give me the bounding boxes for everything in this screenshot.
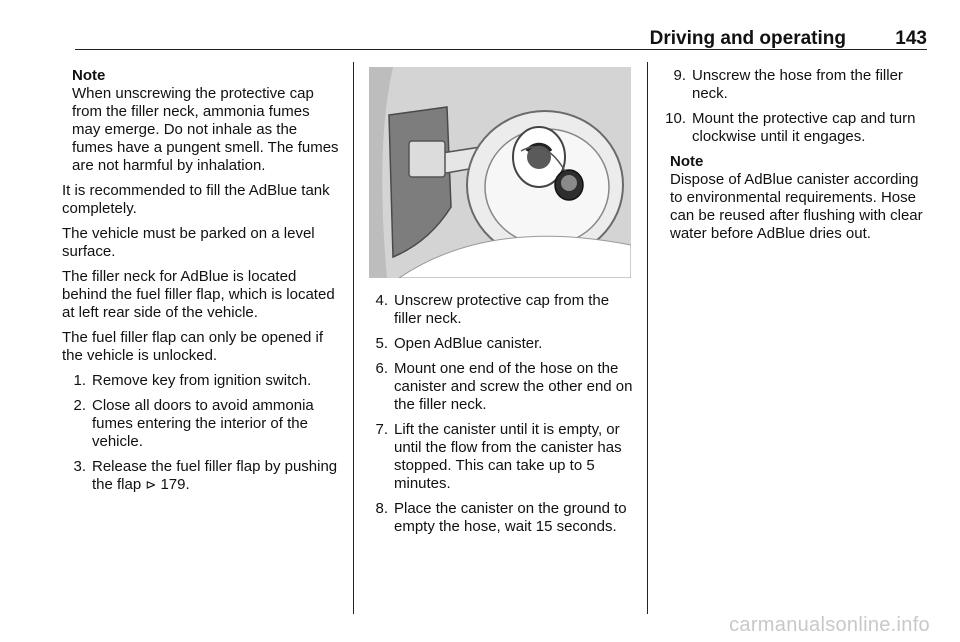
cross-reference-arrow-icon: ⊳ [145, 477, 157, 492]
step-item [368, 335, 634, 353]
step-text: Mount the protective cap and turn clockwise until it engages. [692, 110, 916, 145]
column-divider-right [647, 62, 648, 614]
page-reference-link[interactable]: 179. [160, 476, 190, 493]
watermark: carmanualsonline.info [729, 614, 930, 636]
step-item [368, 421, 634, 493]
step-number: 9. [673, 67, 686, 84]
header-rule [75, 49, 927, 50]
column-divider-left [353, 62, 354, 614]
step-text: Unscrew the hose from the filler neck. [692, 67, 903, 102]
step-number: 6. [375, 360, 388, 377]
figure-fuel-filler-flap [369, 67, 631, 278]
step-number: 1. [73, 372, 86, 389]
step-item [62, 397, 340, 451]
step-text: Open AdBlue canister. [394, 335, 543, 352]
note-block [62, 67, 340, 175]
step-text: Remove key from ignition switch. [92, 372, 312, 389]
step-number: 5. [375, 335, 388, 352]
left-column [62, 67, 340, 501]
note-block [660, 153, 928, 243]
step-item [62, 372, 340, 390]
step-number: 3. [73, 458, 86, 475]
paragraph: The vehicle must be parked on a level surface. [62, 225, 315, 260]
paragraph: The fuel filler flap can only be opened if the vehicle is unlocked. [62, 329, 323, 364]
step-number: 2. [73, 397, 86, 414]
step-text: Mount one end of the hose on the canister and screw the other end on the filler neck. [394, 360, 633, 413]
step-number: 10. [665, 110, 686, 127]
note-label: Note [670, 153, 704, 170]
paragraph: The filler neck for AdBlue is located behind the fuel filler flap, which is located at left rear side of the vehicle. [62, 268, 335, 321]
note-text: Dispose of AdBlue canister according to environmental requirements. Hose can be reused after flushing with clear water before AdBlue dries out. [670, 171, 923, 242]
step-item [660, 67, 928, 103]
step-number: 8. [375, 500, 388, 517]
right-column [660, 67, 928, 250]
step-number: 4. [375, 292, 388, 309]
step-text: Place the canister on the ground to empty the hose, wait 15 seconds. [394, 500, 627, 535]
step-item [368, 292, 634, 328]
step-text: Lift the canister until it is empty, or until the flow from the canister has stopped. This can take up to 5 minutes. [394, 421, 622, 492]
step-text: Unscrew protective cap from the filler neck. [394, 292, 610, 327]
step-text: Release the fuel filler flap by pushing the flap [92, 458, 338, 493]
step-number: 7. [375, 421, 388, 438]
note-label: Note [72, 67, 106, 84]
step-item [368, 360, 634, 414]
note-text: When unscrewing the protective cap from the filler neck, ammonia fumes may emerge. Do not inhale as the fumes have a pungent smell. The fumes are not harmful by inhalation. [72, 85, 339, 174]
paragraph: It is recommended to fill the AdBlue tank completely. [62, 182, 330, 217]
step-item [660, 110, 928, 146]
step-text-wrapper [92, 458, 340, 494]
step-text: Close all doors to avoid ammonia fumes entering the interior of the vehicle. [92, 397, 314, 450]
page-number: 143 [895, 28, 927, 49]
middle-column [368, 292, 634, 543]
step-item [62, 458, 340, 494]
step-item [368, 500, 634, 536]
header-title: Driving and operating [649, 28, 846, 49]
